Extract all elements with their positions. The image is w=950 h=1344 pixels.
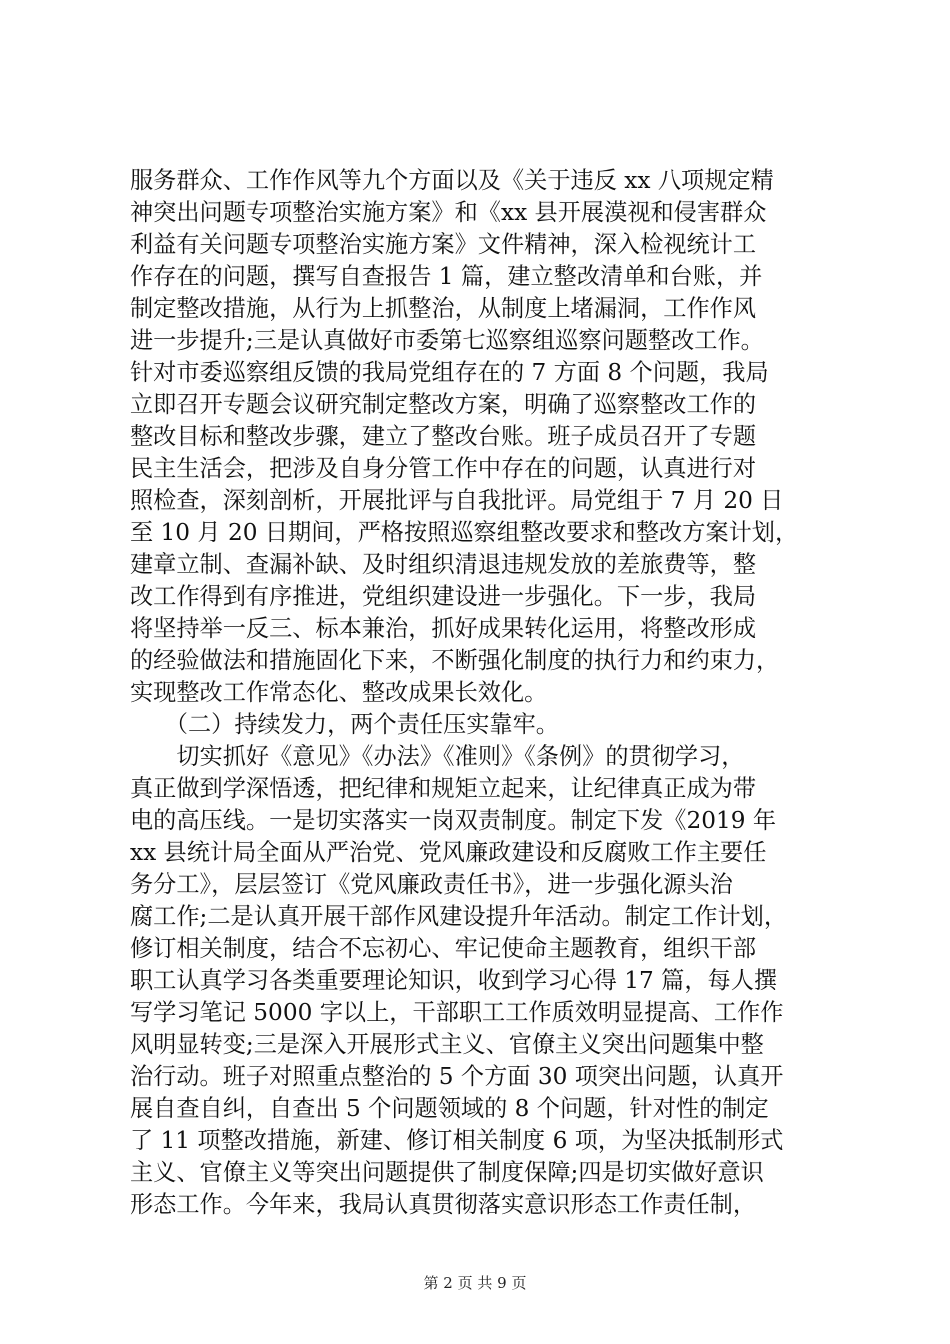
text-line: 电的高压线。一是切实落实一岗双责制度。制定下发《2019 年	[130, 807, 777, 834]
text-line: 服务群众、工作作风等九个方面以及《关于违反 xx 八项规定精	[130, 167, 774, 194]
text-line: 民主生活会，把涉及自身分管工作中存在的问题，认真进行对	[130, 455, 757, 482]
text-line: 了 11 项整改措施，新建、修订相关制度 6 项，为坚决抵制形式	[130, 1127, 784, 1154]
text-line: 切实抓好《意见》《办法》《准则》《条例》的贯彻学习，	[130, 743, 745, 770]
text-line: 整改目标和整改步骤，建立了整改台账。班子成员召开了专题	[130, 423, 757, 450]
text-line: 至 10 月 20 日期间，严格按照巡察组整改要求和整改方案计划，	[130, 519, 799, 546]
text-line: 针对市委巡察组反馈的我局党组存在的 7 方面 8 个问题，我局	[130, 359, 769, 386]
text-line: 实现整改工作常态化、整改成果长效化。	[130, 679, 548, 706]
page-footer: 第 2 页 共 9 页	[423, 1274, 527, 1292]
text-line: 腐工作;二是认真开展干部作风建设提升年活动。制定工作计划，	[130, 903, 788, 930]
text-line: 将坚持举一反三、标本兼治，抓好成果转化运用，将整改形成	[130, 615, 757, 642]
text-line: 改工作得到有序推进，党组织建设进一步强化。下一步，我局	[130, 583, 757, 610]
text-line: 建章立制、查漏补缺、及时组织清退违规发放的差旅费等，整	[130, 551, 757, 578]
text-line: 治行动。班子对照重点整治的 5 个方面 30 项突出问题，认真开	[130, 1063, 784, 1090]
text-line: 形态工作。今年来，我局认真贯彻落实意识形态工作责任制，	[130, 1191, 757, 1218]
text-line: xx 县统计局全面从严治党、党风廉政建设和反腐败工作主要任	[130, 839, 767, 866]
text-line: 真正做到学深悟透，把纪律和规矩立起来，让纪律真正成为带	[130, 775, 757, 802]
text-line: 照检查，深刻剖析，开展批评与自我批评。局党组于 7 月 20 日	[130, 487, 784, 514]
text-line: 职工认真学习各类重要理论知识，收到学习心得 17 篇，每人撰	[130, 967, 778, 994]
text-line: 立即召开专题会议研究制定整改方案，明确了巡察整改工作的	[130, 391, 757, 418]
text-line: 利益有关问题专项整治实施方案》文件精神，深入检视统计工	[130, 231, 757, 258]
text-line: 修订相关制度，结合不忘初心、牢记使命主题教育，组织干部	[130, 935, 757, 962]
text-line: 制定整改措施，从行为上抓整治，从制度上堵漏洞，工作作风	[130, 295, 757, 322]
text-line: 作存在的问题，撰写自查报告 1 篇，建立整改清单和台账，并	[130, 263, 763, 290]
text-line: 写学习笔记 5000 字以上，干部职工工作质效明显提高、工作作	[130, 999, 784, 1026]
text-line: 进一步提升;三是认真做好市委第七巡察组巡察问题整改工作。	[130, 327, 764, 354]
text-line: 主义、官僚主义等突出问题提供了制度保障;四是切实做好意识	[130, 1159, 764, 1186]
text-line: 务分工》，层层签订《党风廉政责任书》，进一步强化源头治	[130, 871, 733, 898]
text-line: 的经验做法和措施固化下来，不断强化制度的执行力和约束力，	[130, 647, 780, 674]
text-line: （二）持续发力，两个责任压实靠牢。	[130, 711, 559, 738]
text-line: 展自查自纠，自查出 5 个问题领域的 8 个问题，针对性的制定	[130, 1095, 769, 1122]
text-line: 风明显转变;三是深入开展形式主义、官僚主义突出问题集中整	[130, 1031, 764, 1058]
document-body	[130, 165, 830, 1221]
text-line: 神突出问题专项整治实施方案》和《xx 县开展漠视和侵害群众	[130, 199, 767, 226]
